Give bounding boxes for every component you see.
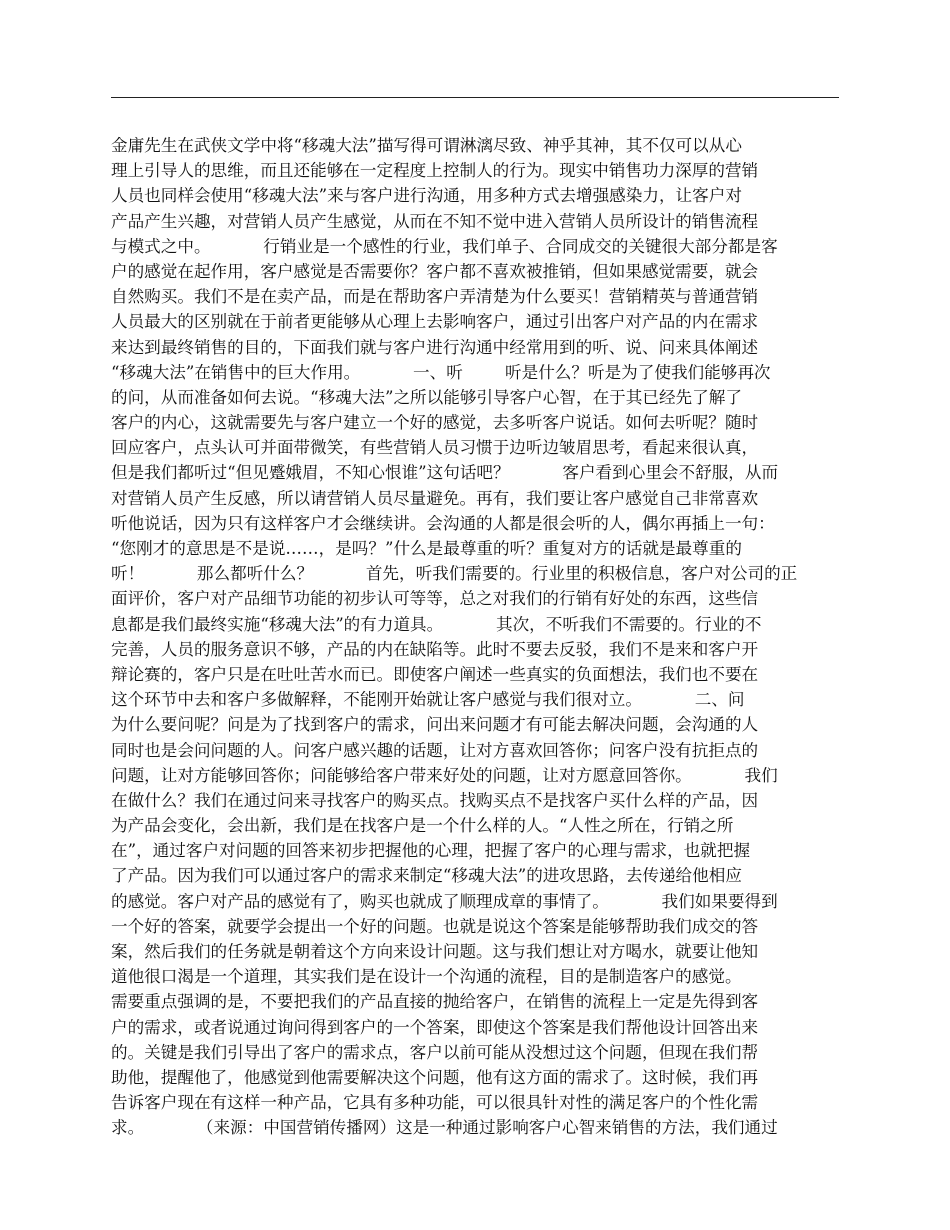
article-body xyxy=(111,133,841,1141)
text-line: 人员最大的区别就在于前者更能够从心理上去影响客户，通过引出客户对产品的内在需求 xyxy=(111,312,759,332)
text-line: 一个好的答案，就要学会提出一个好的问题。也就是说这个答案是能够帮助我们成交的答 xyxy=(111,916,759,936)
text-line: 为产品会变化，会出新，我们是在找客户是一个什么样的人。“人性之所在，行销之所 xyxy=(111,816,734,836)
text-line: 了产品。因为我们可以通过客户的需求来制定“移魂大法”的进攻思路，去传递给他相应 xyxy=(111,866,742,886)
text-line: 但是我们都听过“但见蹙娥眉，不知心恨谁”这句话吧？ 客户看到心里会不舒服，从而 xyxy=(111,463,779,483)
text-line: 同时也是会问问题的人。问客户感兴趣的话题，让对方喜欢回答你；问客户没有抗拒点的 xyxy=(111,740,759,760)
text-line: 自然购买。我们不是在卖产品，而是在帮助客户弄清楚为什么要买！营销精英与普通营销 xyxy=(111,287,759,307)
text-line: 人员也同样会使用“移魂大法”来与客户进行沟通，用多种方式去增强感染力，让客户对 xyxy=(111,186,742,206)
text-line: 听！ 那么都听什么？ 首先，听我们需要的。行业里的积极信息，客户对公司的正 xyxy=(111,564,798,584)
text-line: “您刚才的意思是不是说……，是吗？”什么是最尊重的听？重复对方的话就是最尊重的 xyxy=(111,539,742,558)
text-line: 金庸先生在武侠文学中将“移魂大法”描写得可谓淋漓尽致、神乎其神，其不仅可以从心 xyxy=(111,136,742,155)
text-line: 与模式之中。 行销业是一个感性的行业，我们单子、合同成交的关键很大部分都是客 xyxy=(111,236,778,256)
text-line: “移魂大法”在销售中的巨大作用。 一、听 听是什么？听是为了使我们能够再次 xyxy=(111,362,771,382)
text-line: 这个环节中去和客户多做解释，不能刚开始就让客户感觉与我们很对立。 二、问 xyxy=(111,690,745,710)
text-line: 听他说话，因为只有这样客户才会继续讲。会沟通的人都是很会听的人，偶尔再插上一句： xyxy=(111,513,775,533)
text-line: 案，然后我们的任务就是朝着这个方向来设计问题。这与我们想让对方喝水，就要让他知 xyxy=(111,942,759,961)
text-line: 求。 （来源：中国营销传播网）这是一种通过影响客户心智来销售的方法，我们通过 xyxy=(111,1118,778,1138)
text-line: 告诉客户现在有这样一种产品，它具有多种功能，可以很具针对性的满足客户的个性化需 xyxy=(111,1093,759,1113)
text-line: 理上引导人的思维，而且还能够在一定程度上控制人的行为。现实中销售功力深厚的营销 xyxy=(111,161,759,181)
text-line: 对营销人员产生反感，所以请营销人员尽量避免。再有，我们要让客户感觉自己非常喜欢 xyxy=(111,488,759,508)
text-line: 问题，让对方能够回答你；问能够给客户带来好处的问题，让对方愿意回答你。 我们 xyxy=(111,765,778,785)
text-line: 在做什么？我们在通过问来寻找客户的购买点。找购买点不是找客户买什么样的产品，因 xyxy=(111,790,759,810)
text-line: 户的感觉在起作用，客户感觉是否需要你？客户都不喜欢被推销，但如果感觉需要，就会 xyxy=(111,261,759,281)
text-line: 助他，提醒他了，他感觉到他需要解决这个问题，他有这方面的需求了。这时候，我们再 xyxy=(111,1067,759,1087)
text-line: 为什么要问呢？问是为了找到客户的需求，问出来问题才有可能去解决问题，会沟通的人 xyxy=(111,715,759,735)
text-line: 面评价，客户对产品细节功能的初步认可等等，总之对我们的行销有好处的东西，这些信 xyxy=(111,589,759,609)
text-line: 来达到最终销售的目的，下面我们就与客户进行沟通中经常用到的听、说、问来具体阐述 xyxy=(111,337,759,357)
text-line: 道他很口渴是一个道理，其实我们是在设计一个沟通的流程，目的是制造客户的感觉。 xyxy=(111,967,742,987)
text-line: 的感觉。客户对产品的感觉有了，购买也就成了顺理成章的事情了。 我们如果要得到 xyxy=(111,891,778,911)
text-line: 户的需求，或者说通过询问得到客户的一个答案，即使这个答案是我们帮他设计回答出来 xyxy=(111,1017,759,1037)
header-divider xyxy=(111,97,839,98)
text-line: 客户的内心，这就需要先与客户建立一个好的感觉，去多听客户说话。如何去听呢？随时 xyxy=(111,413,759,433)
text-line: 在”，通过客户对问题的回答来初步把握他的心理，把握了客户的心理与需求，也就把握 xyxy=(111,841,751,861)
text-line: 息都是我们最终实施“移魂大法”的有力道具。 其次，不听我们不需要的。行业的不 xyxy=(111,614,762,634)
text-line: 产品产生兴趣，对营销人员产生感觉，从而在不知不觉中进入营销人员所设计的销售流程 xyxy=(111,211,759,231)
text-line: 完善，人员的服务意识不够，产品的内在缺陷等。此时不要去反驳，我们不是来和客户开 xyxy=(111,639,759,659)
text-line: 回应客户，点头认可并面带微笑，有些营销人员习惯于边听边皱眉思考，看起来很认真， xyxy=(111,438,759,458)
text-line: 的。关键是我们引导出了客户的需求点，客户以前可能从没想过这个问题，但现在我们帮 xyxy=(111,1042,759,1062)
text-line: 辩论赛的，客户只是在吐吐苦水而已。即使客户阐述一些真实的负面想法，我们也不要在 xyxy=(111,664,759,684)
text-line: 需要重点强调的是，不要把我们的产品直接的抛给客户，在销售的流程上一定是先得到客 xyxy=(111,992,759,1012)
text-line: 的问，从而准备如何去说。“移魂大法”之所以能够引导客户心智，在于其已经先了解了 xyxy=(111,387,742,407)
